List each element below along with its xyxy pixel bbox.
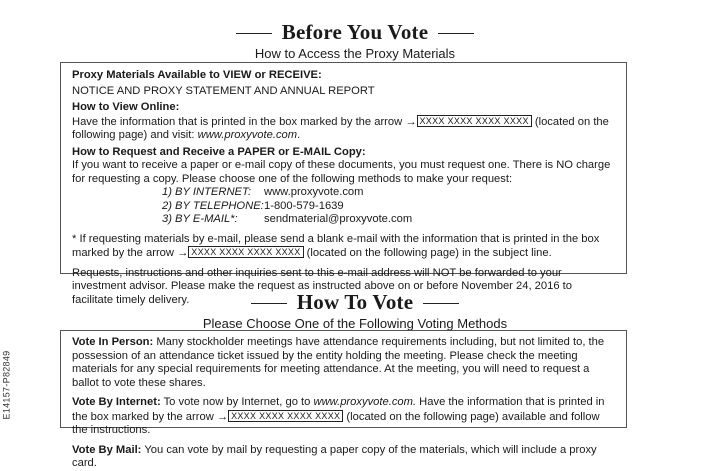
vote-in-person-label: Vote In Person: xyxy=(72,336,154,348)
vote-by-mail-label: Vote By Mail: xyxy=(72,443,142,456)
method-telephone: 2) BY TELEPHONE:1-800-579-1639 xyxy=(162,199,344,212)
before-vote-header xyxy=(0,20,710,61)
arrow-icon: → xyxy=(405,115,417,128)
title-rule-left xyxy=(236,33,272,34)
vote-by-mail: Vote By Mail: You can vote by mail by requesting a paper copy of the materials, which will include a proxy card. xyxy=(72,443,597,469)
proxy-materials-heading: Proxy Materials Available to VIEW or RECEIVE: xyxy=(72,69,322,81)
proxyvote-link[interactable]: www.proxyvote.com. xyxy=(313,396,417,408)
control-number-box: XXXX XXXX XXXX XXXX xyxy=(417,115,532,127)
request-copy-heading: How to Request and Receive a PAPER or E-MAIL Copy: xyxy=(72,145,366,158)
before-vote-subtitle: How to Access the Proxy Materials xyxy=(254,46,456,61)
method-email: 3) BY E-MAIL*: sendmaterial@proxyvote.com xyxy=(162,213,413,225)
request-methods-list xyxy=(162,186,615,227)
view-online-text: Have the information that is printed in the box marked by the arrow → XXXX XXXX XXXX XXXX (located on the following page) and visit: www.proxyvote.com. xyxy=(72,115,609,141)
method-internet-value[interactable]: www.proxyvote.com xyxy=(264,186,364,198)
voting-methods-box xyxy=(60,330,627,469)
email-footnote: * If requesting materials by e-mail, please send a blank e-mail with the information that is printed in the box marked by the arrow → XXXX XXXX XXXX XXXX (located on the following page) in the subject line. xyxy=(72,232,600,259)
control-number-box: XXXX XXXX XXXX XXXX xyxy=(228,410,343,422)
method-email-value[interactable]: sendmaterial@proxyvote.com xyxy=(264,213,413,225)
materials-list: NOTICE AND PROXY STATEMENT AND ANNUAL REPORT xyxy=(72,84,375,97)
method-internet: 1) BY INTERNET: www.proxyvote.com xyxy=(162,186,364,198)
method-telephone-value[interactable]: 1-800-579-1639 xyxy=(264,199,344,212)
request-copy-text: If you want to receive a paper or e-mail copy of these documents, you must request one. There is NO charge for requesting a copy. Please choose one of the following methods to make your request: xyxy=(72,159,611,185)
before-vote-title: Before You Vote xyxy=(0,20,710,45)
deadline-notice: Requests, instructions and other inquiries sent to this e-mail address will NOT be forwarded to your investment advisor. Please make the request as instructed above on or before November 24, 2016 to facilitate timely delivery. xyxy=(72,266,572,306)
how-to-vote-title: How To Vote xyxy=(0,290,710,315)
vote-by-internet-label: Vote By Internet: xyxy=(72,396,161,408)
title-rule-left xyxy=(251,303,287,304)
arrow-icon: → xyxy=(177,247,189,259)
vote-by-internet: Vote By Internet: To vote now by Internet, go to www.proxyvote.com. Have the information that is printed in the box marked by the arrow → XXXX XXXX XXXX XXXX (located on the following page) available and follow the instructions. xyxy=(72,396,605,436)
title-rule-right xyxy=(438,33,474,34)
arrow-icon: → xyxy=(216,410,229,423)
view-online-heading: How to View Online: xyxy=(72,101,180,113)
vote-in-person: Vote In Person: Many stockholder meetings have attendance requirements including, but not limited to, the possession of an attendance ticket issued by the entity holding the meeting. Please check the meeting materials for any special requirements for meeting attendance. At the meeting, you will need to request a ballot to vote these shares. xyxy=(72,336,605,389)
control-number-box: XXXX XXXX XXXX XXXX xyxy=(188,246,303,258)
how-to-vote-subtitle: Please Choose One of the Following Voting Methods xyxy=(202,316,508,331)
proxyvote-link[interactable]: www.proxyvote.com xyxy=(197,129,298,141)
how-to-vote-header xyxy=(0,290,710,331)
title-rule-right xyxy=(423,303,459,304)
document-code: E14157-P82849 xyxy=(1,350,12,420)
